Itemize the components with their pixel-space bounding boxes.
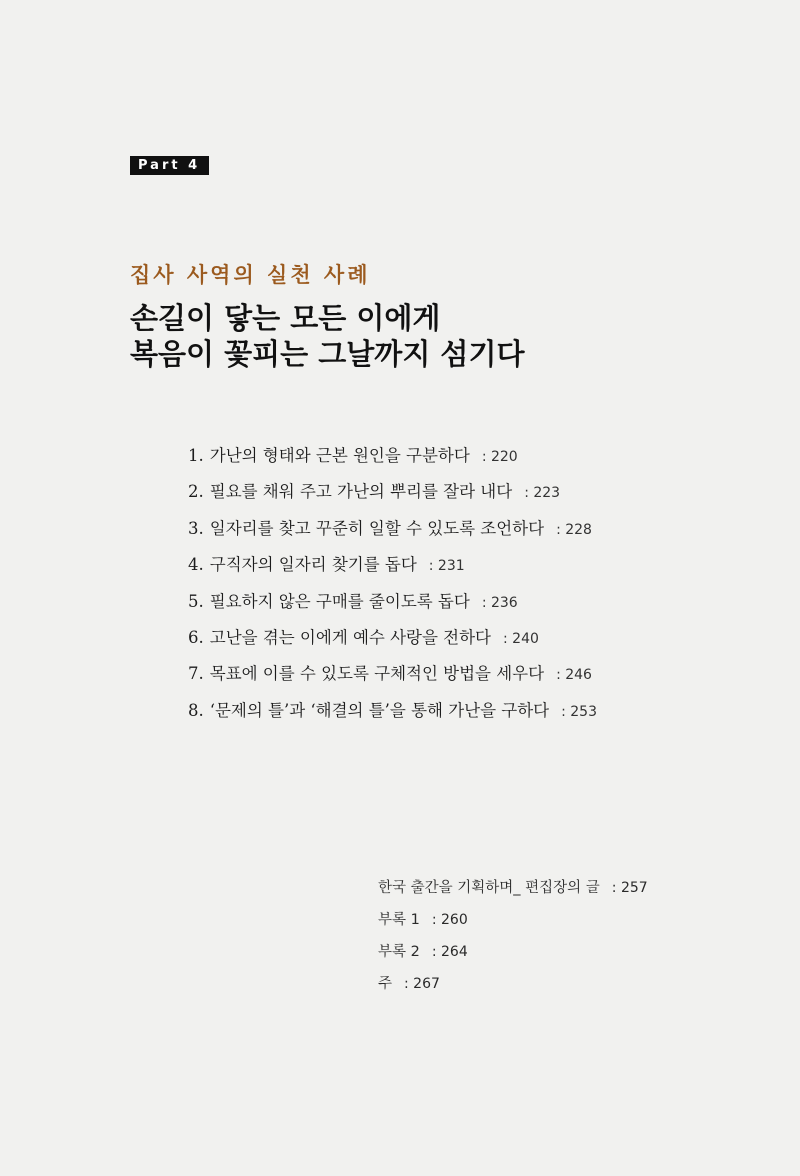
title-line-2: 복음이 꽃피는 그날까지 섬기다: [130, 337, 525, 371]
toc-page: : 240: [503, 630, 539, 647]
toc-title: 필요를 채워 주고 가난의 뿌리를 잘라 내다: [209, 482, 513, 502]
toc-item: [188, 478, 597, 514]
toc-item: [188, 660, 597, 696]
appendix-item: [378, 938, 648, 970]
toc-number: 3.: [188, 518, 204, 538]
toc-item: [188, 442, 597, 478]
appendix-item: [378, 874, 648, 906]
toc-number: 8.: [188, 700, 204, 720]
appendix-title: 부록 2: [378, 944, 420, 960]
toc-title: 가난의 형태와 근본 원인을 구분하다: [209, 446, 470, 465]
toc-title: 필요하지 않은 구매를 줄이도록 돕다: [209, 591, 470, 611]
toc-item: [188, 588, 597, 624]
toc-title: ‘문제의 틀’과 ‘해결의 틀’을 통해 가난을 구하다: [209, 700, 550, 720]
page-title: [130, 300, 524, 372]
toc-number: 7.: [188, 664, 204, 684]
appendix-page: : 264: [431, 944, 468, 960]
toc-page: : 223: [524, 485, 561, 502]
appendix-item: [378, 906, 648, 938]
toc-page: : 231: [428, 558, 465, 575]
appendix-item: [378, 970, 648, 1002]
toc-title: 일자리를 찾고 꾸준히 일할 수 있도록 조언하다: [209, 518, 545, 538]
toc-page: : 246: [556, 667, 592, 684]
toc-number: 4.: [188, 555, 204, 575]
toc-page: : 220: [481, 449, 518, 465]
section-subtitle: 집사 사역의 실천 사례: [130, 263, 371, 287]
appendix-title: 한국 출간을 기획하며_ 편집장의 글: [378, 880, 600, 896]
toc-page: : 253: [561, 703, 597, 720]
toc-number: 1.: [188, 446, 204, 465]
toc-number: 6.: [188, 627, 204, 647]
appendix-page: : 260: [431, 912, 468, 928]
appendix-title: 부록 1: [378, 912, 420, 928]
toc-number: 2.: [188, 482, 204, 502]
part-badge: Part 4: [130, 156, 209, 175]
toc-page: : 228: [556, 521, 592, 538]
toc-item: [188, 551, 597, 587]
appendix-title: 주: [378, 976, 393, 992]
appendix-list: [378, 874, 648, 1002]
toc-page: : 236: [481, 594, 518, 611]
toc-title: 구직자의 일자리 찾기를 돕다: [209, 555, 417, 575]
toc-item: [188, 624, 597, 660]
appendix-page: : 267: [404, 976, 440, 992]
toc-number: 5.: [188, 591, 204, 611]
toc-item: [188, 515, 597, 551]
toc-item: [188, 697, 597, 733]
toc-title: 목표에 이를 수 있도록 구체적인 방법을 세우다: [209, 664, 545, 684]
appendix-page: : 257: [611, 880, 648, 896]
title-line-1: 손길이 닿는 모든 이에게: [130, 301, 441, 335]
toc-title: 고난을 겪는 이에게 예수 사랑을 전하다: [209, 627, 491, 647]
toc-list: [188, 442, 597, 733]
